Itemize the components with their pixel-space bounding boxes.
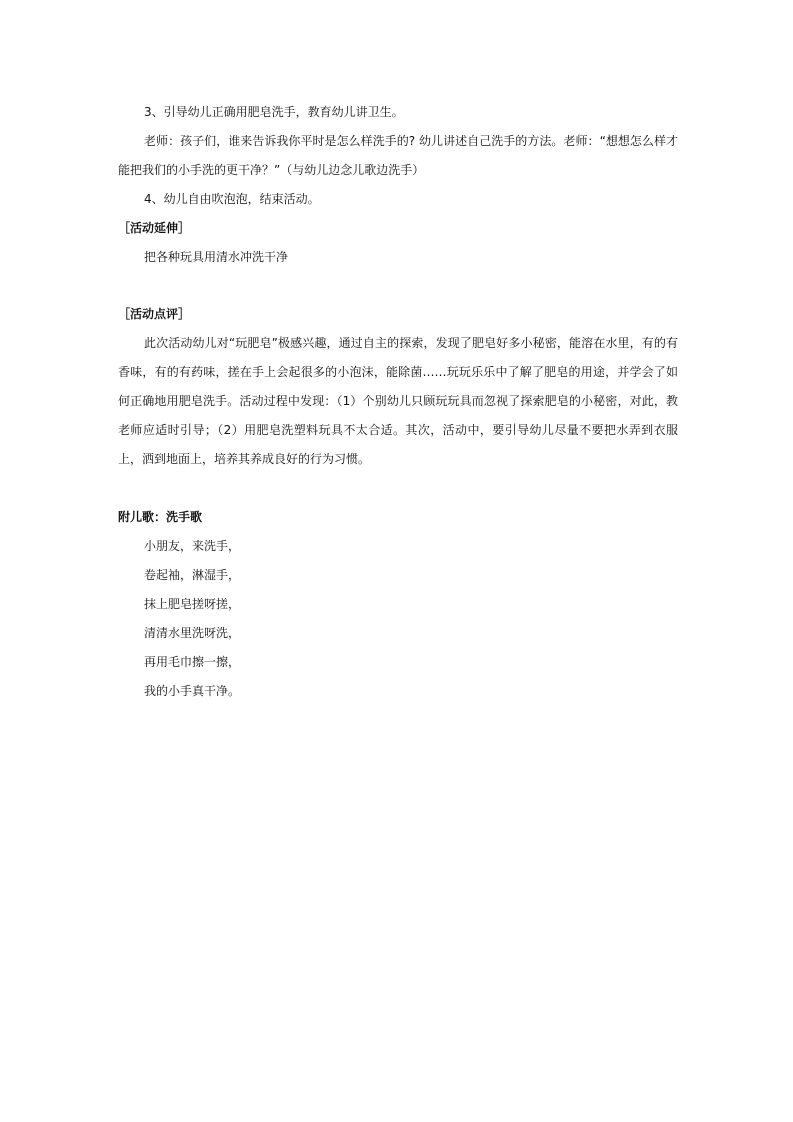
teacher-paragraph: 老师：孩子们，谁来告诉我你平时是怎么样洗手的? 幼儿讲述自己洗手的方法。老师：“想想怎么样才能把我们的小手洗的更干净？”（与幼儿边念儿歌边洗手） — [118, 134, 678, 177]
document-body — [118, 98, 678, 706]
step-3-paragraph: 3、引导幼儿正确用肥皂洗手，教育幼儿讲卫生。 — [144, 105, 404, 119]
song-line: 再用毛巾擦一擦， — [144, 655, 241, 669]
review-paragraph: 此次活动幼儿对“玩肥皂”极感兴趣，通过自主的探索，发现了肥皂好多小秘密，能溶在水里，有的有香味，有的有药味，搓在手上会起很多的小泡沫，能除菌……玩玩乐乐中了解了肥皂的用途，并学会了如何正确地用肥皂洗手。活动过程中发现：（1）个别幼儿只顾玩玩具而忽视了探索肥皂的小秘密，对此，教老师应适时引导；（2）用肥皂洗塑料玩具不太合适。其次，活动中，要引导幼儿尽量不要把水弄到衣服上，洒到地面上，培养其养成良好的行为习惯。 — [118, 336, 679, 466]
extension-text: 把各种玩具用清水冲洗干净 — [144, 250, 289, 264]
extension-heading: ［活动延伸］ — [118, 221, 191, 235]
spacer — [118, 272, 678, 300]
spacer — [118, 474, 678, 503]
song-lines — [118, 532, 678, 706]
song-line: 我的小手真干净。 — [144, 684, 241, 698]
song-line: 卷起袖，淋湿手， — [144, 568, 241, 582]
review-heading: ［活动点评］ — [118, 307, 191, 321]
step-4-paragraph: 4、幼儿自由吹泡泡，结束活动。 — [144, 192, 320, 206]
song-line: 抹上肥皂搓呀搓， — [144, 597, 241, 611]
song-line: 小朋友，来洗手， — [144, 539, 241, 553]
song-heading: 附儿歌：洗手歌 — [118, 510, 203, 524]
song-line: 清清水里洗呀洗， — [144, 626, 241, 640]
